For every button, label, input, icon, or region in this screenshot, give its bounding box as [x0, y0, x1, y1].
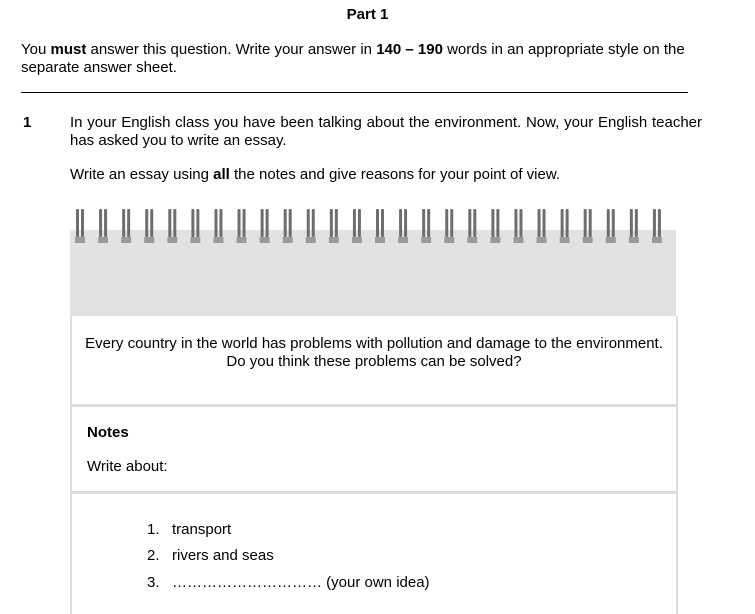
spiral-ring: [583, 209, 593, 243]
spiral-ring: [329, 209, 339, 243]
question-intro: In your English class you have been talking about the environment. Now, your English teacher has asked you to write an essay.: [70, 114, 702, 149]
spiral-ring: [490, 209, 500, 243]
essay-prompt: [70, 316, 678, 407]
notes-list: [70, 494, 678, 614]
task-all: all: [213, 166, 230, 183]
list-item-text: transport: [172, 521, 232, 538]
instructions-word-range: 140 – 190: [376, 41, 443, 58]
instructions: [21, 41, 721, 77]
spiral-ring: [167, 209, 177, 243]
list-item: [147, 521, 231, 538]
spiral-ring: [213, 209, 223, 243]
notes-heading: Notes: [87, 424, 129, 441]
list-item-number: 1.: [147, 521, 160, 538]
list-item-number: 3.: [147, 574, 160, 591]
spiral-ring: [98, 209, 108, 243]
list-item-text: ………………………… (your own idea): [172, 574, 430, 591]
spiral-ring: [190, 209, 200, 243]
spiral-ring: [421, 209, 431, 243]
spiral-ring: [537, 209, 547, 243]
spiral-ring: [375, 209, 385, 243]
instructions-post: words in an appropriate style on the separate answer sheet.: [21, 41, 685, 76]
list-item-number: 2.: [147, 547, 160, 564]
spiral-binding-icon: [70, 207, 676, 255]
write-about-label: Write about:: [87, 458, 168, 475]
spiral-ring: [513, 209, 523, 243]
spiral-ring: [75, 209, 85, 243]
prompt-line-2: Do you think these problems can be solved?: [226, 353, 522, 370]
spiral-ring: [444, 209, 454, 243]
list-item: [147, 574, 430, 591]
question-task: [70, 166, 560, 183]
instructions-mid: answer this question. Write your answer in: [86, 41, 377, 58]
task-post: the notes and give reasons for your point of view.: [229, 166, 561, 183]
instructions-pre: You: [21, 41, 51, 58]
list-item-text: rivers and seas: [172, 547, 274, 564]
spiral-ring: [606, 209, 616, 243]
task-pre: Write an essay using: [70, 166, 214, 183]
divider-line: [21, 92, 688, 93]
spiral-ring: [237, 209, 247, 243]
question-number: 1: [23, 114, 32, 131]
spiral-ring: [352, 209, 362, 243]
prompt-line-1: Every country in the world has problems with pollution and damage to the environment.: [85, 335, 663, 352]
spiral-ring: [306, 209, 316, 243]
spiral-ring: [467, 209, 477, 243]
spiral-ring: [652, 209, 662, 243]
instructions-must: must: [50, 41, 87, 58]
spiral-ring: [260, 209, 270, 243]
spiral-ring: [560, 209, 570, 243]
spiral-ring: [144, 209, 154, 243]
list-item: [147, 547, 274, 564]
spiral-ring: [398, 209, 408, 243]
spiral-ring: [283, 209, 293, 243]
spiral-ring: [629, 209, 639, 243]
notes-section: [70, 407, 678, 494]
part-title: Part 1: [346, 6, 389, 23]
spiral-ring: [121, 209, 131, 243]
